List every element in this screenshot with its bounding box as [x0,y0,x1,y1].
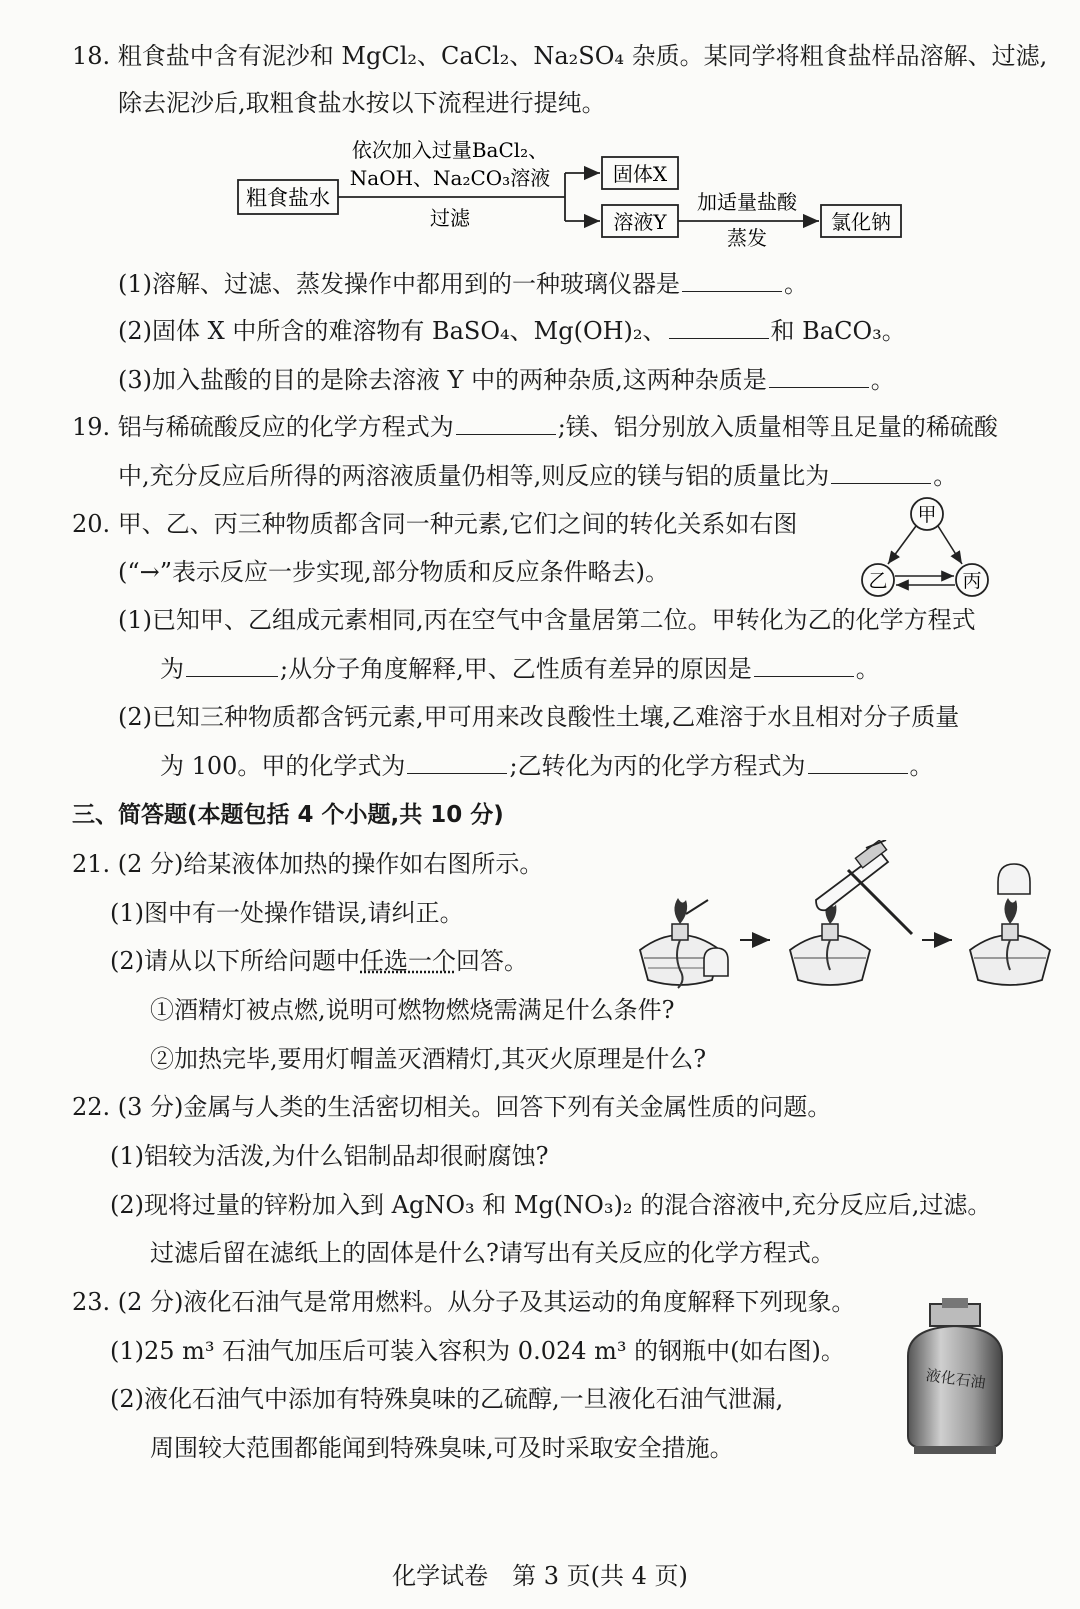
arrow-jia-yi [888,526,916,564]
answer-blank[interactable] [407,751,507,774]
answer-blank[interactable] [754,654,854,677]
node-bing-label: 丙 [962,570,982,592]
q18-part2-text: (2)固体 X 中所含的难溶物有 BaSO₄、Mg(OH)₂、 [118,317,667,345]
cylinder-label: 液化石油 [924,1365,987,1393]
node-jia-label: 甲 [917,504,937,526]
q20-line2: (“→”表示反应一步实现,部分物质和反应条件略去)。 [118,558,670,586]
q18-part2 [118,315,906,347]
answer-blank[interactable] [769,365,869,388]
q19-line1 [72,411,998,443]
lamp-covering-icon [970,864,1050,985]
answer-blank[interactable] [808,751,908,774]
q21-option2: ②加热完毕,要用灯帽盖灭酒精灯,其灭火原理是什么? [150,1045,707,1073]
q20-text-2: ;从分子角度解释,甲、乙性质有差异的原因是 [280,655,752,683]
q23-part2-a: (2)液化石油气中添加有特殊臭味的乙硫醇,一旦液化石油气泄漏, [110,1385,784,1413]
q18-part3-end: 。 [870,366,895,394]
q20-text-3: 为 100。甲的化学式为 [160,752,406,780]
answer-blank[interactable] [186,654,278,677]
q19-end: 。 [933,462,958,490]
page-footer: 化学试卷 第 3 页(共 4 页) [392,1562,688,1590]
q22-part2-a: (2)现将过量的锌粉加入到 AgNO₃ 和 Mg(NO₃)₂ 的混合溶液中,充分反应后,过滤。 [110,1191,992,1219]
q18-part3 [118,364,895,396]
flow-op1: 过滤 [430,206,470,230]
flow-reagent1: 依次加入过量BaCl₂、 [351,138,549,162]
answer-blank[interactable] [456,412,556,435]
answer-blank[interactable] [682,269,782,292]
q23-part2-b: 周围较大范围都能闻到特殊臭味,可及时采取安全措施。 [150,1434,734,1462]
node-yi-label: 乙 [868,570,888,592]
flow-reagent2: NaOH、Na₂CO₃溶液 [349,166,551,190]
q19-text: 19. 铝与稀硫酸反应的化学方程式为 [72,413,454,441]
q21-line1: 21. (2 分)给某液体加热的操作如右图所示。 [72,850,544,878]
flow-op2: 蒸发 [727,226,767,250]
flow-reagent3: 加适量盐酸 [697,190,797,214]
q18-line2: 除去泥沙后,取粗食盐水按以下流程进行提纯。 [118,89,606,117]
q21-part2 [110,945,528,977]
q23-line1: 23. (2 分)液化石油气是常用燃料。从分子及其运动的角度解释下列现象。 [72,1288,856,1316]
q20-part1-b [160,653,880,685]
q22-line1: 22. (3 分)金属与人类的生活密切相关。回答下列有关金属性质的问题。 [72,1093,832,1121]
q18-part3-text: (3)加入盐酸的目的是除去溶液 Y 中的两种杂质,这两种杂质是 [118,366,767,394]
q18-line1: 18. 粗食盐中含有泥沙和 MgCl₂、CaCl₂、Na₂SO₄ 杂质。某同学将粗食盐样品溶解、过滤, [72,42,1048,70]
q20-text-4: ;乙转化为丙的化学方程式为 [509,752,806,780]
q18-part2-end: 和 BaCO₃。 [770,317,906,345]
q22-part1: (1)铝较为活泼,为什么铝制品却很耐腐蚀? [110,1142,549,1170]
q20-part1-a: (1)已知甲、乙组成元素相同,丙在空气中含量居第二位。甲转化为乙的化学方程式 [118,606,976,634]
arrow-jia-bing [938,526,962,564]
lamp-cap-icon [704,948,728,976]
q18-flowchart [235,135,915,255]
q20-line1: 20. 甲、乙、丙三种物质都含同一种元素,它们之间的转化关系如右图 [72,510,798,538]
q18-part1 [118,268,808,300]
flow-solid-x: 固体X [612,162,668,186]
q19-text-2: ;镁、铝分别放入质量相等且足量的稀硫酸 [557,413,998,441]
q18-part1-end: 。 [784,270,808,298]
q21-text-2: 回答。 [456,947,528,975]
section-heading: 三、简答题(本题包括 4 个小题,共 10 分) [72,802,504,828]
answer-blank[interactable] [831,461,931,484]
q20-end-2: 。 [909,752,934,780]
q23-part1: (1)25 m³ 石油气加压后可装入容积为 0.024 m³ 的钢瓶中(如右图)。 [110,1337,845,1365]
flow-solution-y: 溶液Y [613,210,667,234]
q20-part2-a: (2)已知三种物质都含钙元素,甲可用来改良酸性土壤,乙难溶于水且相对分子质量 [118,703,960,731]
q21-alcohol-lamp-illustration [630,840,1070,1000]
lamp-heating-tube-icon [790,840,912,985]
q21-text: (2)请从以下所给问题中 [110,947,360,975]
q19-text-3: 中,充分反应后所得的两溶液质量仍相等,则反应的镁与铝的质量比为 [118,462,830,490]
answer-blank[interactable] [669,316,769,339]
q20-text: 为 [160,655,184,683]
q20-part2-b [160,750,934,782]
q19-line2 [118,460,957,492]
q22-part2-b: 过滤后留在滤纸上的固体是什么?请写出有关反应的化学方程式。 [150,1239,835,1267]
q21-part1: (1)图中有一处操作错误,请纠正。 [110,899,464,927]
q18-part1-text: (1)溶解、过滤、蒸发操作中都用到的一种玻璃仪器是 [118,270,680,298]
flow-product: 氯化钠 [831,210,891,234]
q21-emphasis: 任选一个 [360,947,456,975]
flow-start: 粗食盐水 [246,186,330,210]
gas-cylinder-image [900,1296,1010,1456]
q21-option1: ①酒精灯被点燃,说明可燃物燃烧需满足什么条件? [150,996,675,1024]
q20-end: 。 [855,655,880,683]
q20-triangle-diagram [852,496,1002,604]
